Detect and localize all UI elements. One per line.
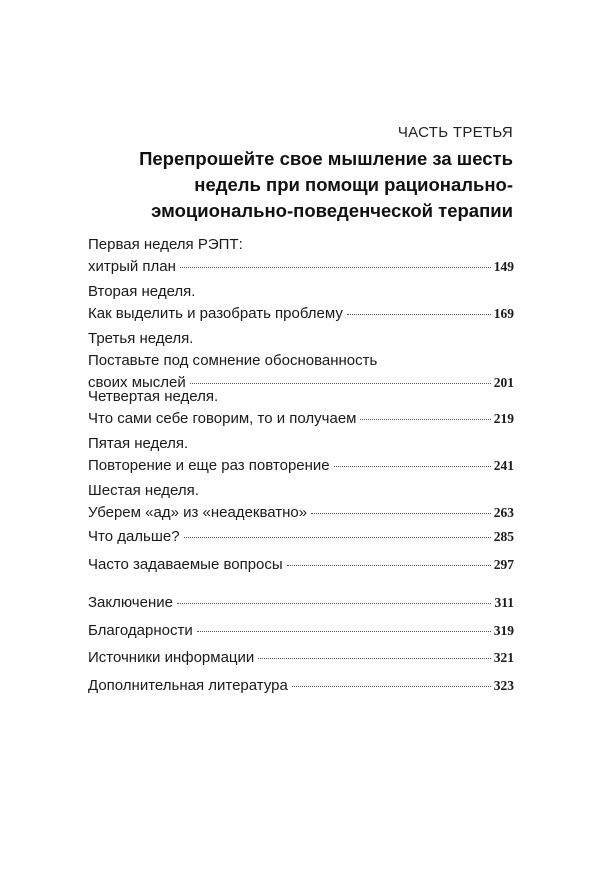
toc-page-number: 285 [493, 529, 514, 544]
toc-page-number: 297 [493, 557, 514, 572]
toc-entry-title: Как выделить и разобрать проблему [88, 305, 343, 322]
toc-entry-title: Пятая неделя. [88, 435, 189, 452]
toc-entry-title: Что дальше? [88, 528, 180, 545]
toc-entry-title: Шестая неделя. [88, 482, 199, 499]
toc-page-number: 321 [493, 650, 514, 665]
toc-entry-title: Источники информации [88, 649, 255, 666]
toc-entry-title: Третья неделя. [88, 330, 194, 347]
dot-leader [197, 631, 491, 632]
dot-leader [287, 565, 491, 566]
toc-entry[interactable] [88, 480, 514, 524]
part-title-line: эмоционально-поведенческой терапии [151, 200, 513, 221]
dot-leader [177, 603, 492, 604]
toc-entry[interactable] [88, 592, 514, 614]
toc-page-number: 219 [493, 411, 514, 426]
dot-leader [258, 658, 490, 659]
toc-page-number: 319 [493, 623, 514, 638]
part-title-line: недель при помощи рационально- [194, 174, 513, 195]
toc-entry-title: Уберем «ад» из «неадекватно» [88, 504, 308, 521]
toc-entry-title: своих мыслей [88, 374, 186, 391]
toc-page-number: 263 [493, 505, 514, 520]
toc-entry-title: Благодарности [88, 622, 193, 639]
dot-leader [360, 419, 490, 420]
part-label: ЧАСТЬ ТРЕТЬЯ [397, 124, 513, 141]
dot-leader [190, 383, 491, 384]
toc-entry[interactable] [88, 554, 514, 576]
toc-entry-title: Дополнительная литература [88, 677, 288, 694]
toc-entry[interactable] [88, 647, 514, 669]
toc-entry-title: хитрый план [88, 258, 176, 275]
toc-page-number: 311 [494, 595, 514, 610]
dot-leader [347, 314, 491, 315]
toc-entry-title: Вторая неделя. [88, 283, 196, 300]
toc-entry-title: Поставьте под сомнение обоснованность [88, 352, 378, 369]
part-title [73, 146, 513, 224]
toc-entry[interactable] [88, 675, 514, 697]
dot-leader [311, 513, 491, 514]
toc-entry[interactable] [88, 386, 514, 430]
toc-page-number: 169 [493, 306, 514, 321]
toc-page-number: 201 [493, 375, 514, 390]
part-title-line: Перепрошейте свое мышление за шесть [139, 148, 513, 169]
toc-entry[interactable] [88, 328, 514, 394]
toc-entry[interactable] [88, 281, 514, 325]
toc-entry[interactable] [88, 526, 514, 548]
toc-entry[interactable] [88, 433, 514, 477]
toc-page-number: 323 [493, 678, 514, 693]
toc-entry-title: Заключение [88, 594, 173, 611]
toc-entry-title: Первая неделя РЭПТ: [88, 236, 243, 253]
toc-entry[interactable] [88, 620, 514, 642]
toc-entry-title: Повторение и еще раз повторение [88, 457, 330, 474]
toc-page-number: 149 [493, 259, 514, 274]
toc-entry-title: Четвертая неделя. [88, 388, 219, 405]
dot-leader [184, 537, 491, 538]
toc-entry-title: Что сами себе говорим, то и получаем [88, 410, 357, 427]
toc-page-number: 241 [493, 458, 514, 473]
dot-leader [180, 267, 491, 268]
dot-leader [334, 466, 491, 467]
toc-entry[interactable] [88, 234, 514, 278]
dot-leader [292, 686, 491, 687]
toc-entry-title: Часто задаваемые вопросы [88, 556, 283, 573]
